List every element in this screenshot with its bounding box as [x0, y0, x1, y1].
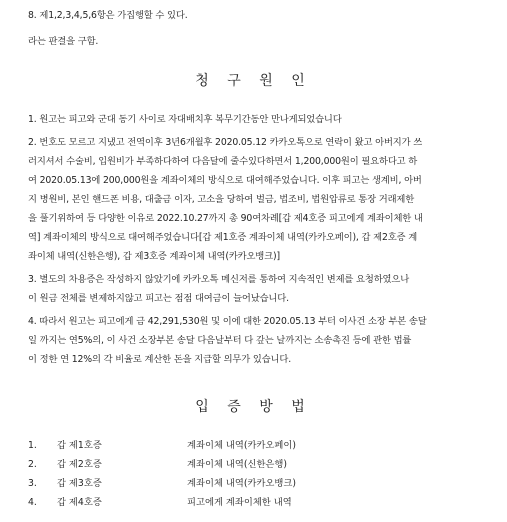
evidence-row — [0, 436, 507, 455]
evidence-number: 2. — [28, 459, 37, 470]
claim-line: 을 풀기위하여 등 다양한 이유로 2022.10.27까지 총 90여차례[갑 제4호증 피고에게 계좌이체한 내 — [28, 213, 423, 224]
evidence-description: 계좌이체 내역(카카오뱅크) — [187, 478, 296, 489]
claim-line: 이 원금 전체를 변제하지않고 피고는 점점 대여금이 늘어났습니다. — [28, 293, 289, 304]
claim-line: 2. 번호도 모르고 지냈고 전역이후 3년6개월후 2020.05.12 카카오톡으로 연락이 왔고 아버지가 쓰 — [28, 137, 423, 148]
claim-line: 4. 따라서 원고는 피고에게 금 42,291,530원 및 이에 대한 2020.05.13 부터 이사건 소장 부본 송달 — [28, 316, 427, 327]
evidence-number: 1. — [28, 440, 37, 451]
claim-line: 일 까지는 연5%의, 이 사건 소장부본 송달 다음날부터 다 갚는 날까지는 소송촉진 등에 관한 법률 — [28, 335, 412, 346]
judgment-request-line: 라는 판결을 구함. — [28, 36, 99, 47]
evidence-description: 피고에게 계좌이체한 내역 — [187, 497, 292, 508]
evidence-code: 갑 제3호증 — [57, 478, 102, 489]
claim-line: 역] 계좌이체의 방식으로 대여해주었습니다[갑 제1호증 계좌이체 내역(카카오페이), 갑 제2호증 계 — [28, 232, 418, 243]
evidence-code: 갑 제2호증 — [57, 459, 102, 470]
claim-line: 1. 원고는 피고와 군대 동기 사이로 자대배치후 복무기간동안 만나게되었습니다 — [28, 114, 342, 125]
claims-heading: 청 구 원 인 — [195, 73, 312, 89]
evidence-row — [0, 474, 507, 493]
claim-line: 3. 별도의 차용증은 작성하지 않았기에 카카오톡 메신저를 통하여 지속적인 변제를 요청하였으나 — [28, 274, 410, 285]
evidence-code: 갑 제4호증 — [57, 497, 102, 508]
evidence-number: 3. — [28, 478, 37, 489]
claim-line: 이 정한 연 12%의 각 비율로 계산한 돈을 지급할 의무가 있습니다. — [28, 354, 292, 365]
evidence-row — [0, 493, 507, 512]
claim-line: 여 2020.05.13에 200,000원을 계좌이체의 방식으로 대여해주었습니다. 이후 피고는 생계비, 아버 — [28, 175, 422, 186]
claim-line: 좌이체 내역(신한은행), 갑 제3호증 계좌이체 내역(카카오뱅크)] — [28, 251, 280, 262]
evidence-description: 계좌이체 내역(카카오페이) — [187, 440, 296, 451]
evidence-number: 4. — [28, 497, 37, 508]
provisional-execution-clause: 8. 제1,2,3,4,5,6항은 가집행할 수 있다. — [28, 10, 188, 21]
claim-line: 러지셔서 수술비, 입원비가 부족하다하여 다음달에 줄수있다하면서 1,200,000원이 필요하다고 하 — [28, 156, 418, 167]
evidence-description: 계좌이체 내역(신한은행) — [187, 459, 288, 470]
evidence-row — [0, 455, 507, 474]
claim-line: 지 병원비, 본인 핸드폰 비용, 대출금 이자, 고소을 당하여 벌금, 법조비, 법원압류로 통장 거래제한 — [28, 194, 415, 205]
evidence-code: 갑 제1호증 — [57, 440, 102, 451]
evidence-heading: 입 증 방 법 — [195, 399, 312, 415]
